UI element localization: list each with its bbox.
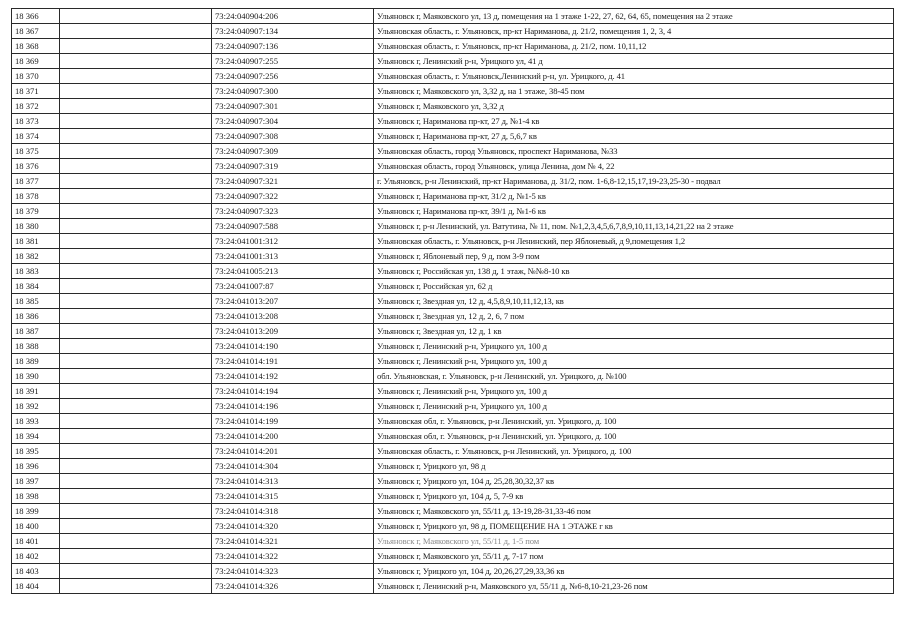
row-number-cell: 18 384 — [12, 279, 60, 294]
empty-cell — [60, 189, 212, 204]
table-row — [12, 279, 894, 294]
cadastral-number-cell: 73:24:040907:309 — [212, 144, 374, 159]
address-cell: Ульяновск г, Урицкого ул, 104 д, 25,28,30,32,37 кв — [374, 474, 894, 489]
table-row — [12, 264, 894, 279]
empty-cell — [60, 324, 212, 339]
table-row — [12, 549, 894, 564]
cadastral-number-cell: 73:24:041013:208 — [212, 309, 374, 324]
address-cell: Ульяновск г, Российская ул, 62 д — [374, 279, 894, 294]
row-number-cell: 18 387 — [12, 324, 60, 339]
address-cell: Ульяновск г, р-н Ленинский, ул. Ватутина, № 11, пом. №1,2,3,4,5,6,7,8,9,10,11,13,14,21,22 на 2 этаже — [374, 219, 894, 234]
cadastral-number-cell: 73:24:040907:321 — [212, 174, 374, 189]
row-number-cell: 18 369 — [12, 54, 60, 69]
address-cell: Ульяновская область, г. Ульяновск, пр-кт Нариманова, д. 21/2, помещения 1, 2, 3, 4 — [374, 24, 894, 39]
address-cell: Ульяновск г, Ленинский р-н, Урицкого ул, 100 д — [374, 384, 894, 399]
cadastral-number-cell: 73:24:041014:315 — [212, 489, 374, 504]
row-number-cell: 18 403 — [12, 564, 60, 579]
empty-cell — [60, 129, 212, 144]
cadastral-number-cell: 73:24:040907:322 — [212, 189, 374, 204]
empty-cell — [60, 399, 212, 414]
empty-cell — [60, 489, 212, 504]
property-registry-table — [11, 8, 894, 594]
cadastral-number-cell: 73:24:041013:207 — [212, 294, 374, 309]
address-cell: Ульяновск г, Ленинский р-н, Урицкого ул, 41 д — [374, 54, 894, 69]
table-row — [12, 39, 894, 54]
row-number-cell: 18 400 — [12, 519, 60, 534]
row-number-cell: 18 371 — [12, 84, 60, 99]
cadastral-number-cell: 73:24:040907:304 — [212, 114, 374, 129]
cadastral-number-cell: 73:24:041014:190 — [212, 339, 374, 354]
cadastral-number-cell: 73:24:040904:206 — [212, 9, 374, 24]
empty-cell — [60, 174, 212, 189]
address-cell: Ульяновская область, г. Ульяновск,Ленинский р-н, ул. Урицкого, д. 41 — [374, 69, 894, 84]
table-row — [12, 564, 894, 579]
address-cell: Ульяновская обл, г. Ульяновск, р-н Ленинский, ул. Урицкого, д. 100 — [374, 414, 894, 429]
row-number-cell: 18 393 — [12, 414, 60, 429]
table-row — [12, 174, 894, 189]
table-row — [12, 69, 894, 84]
row-number-cell: 18 375 — [12, 144, 60, 159]
address-cell: Ульяновск г, Нариманова пр-кт, 27 д, №1-4 кв — [374, 114, 894, 129]
empty-cell — [60, 54, 212, 69]
row-number-cell: 18 372 — [12, 99, 60, 114]
table-row — [12, 84, 894, 99]
row-number-cell: 18 376 — [12, 159, 60, 174]
address-cell: обл. Ульяновская, г. Ульяновск, р-н Ленинский, ул. Урицкого, д. №100 — [374, 369, 894, 384]
row-number-cell: 18 378 — [12, 189, 60, 204]
empty-cell — [60, 549, 212, 564]
row-number-cell: 18 399 — [12, 504, 60, 519]
address-cell: Ульяновск г, Нариманова пр-кт, 27 д, 5,6,7 кв — [374, 129, 894, 144]
cadastral-number-cell: 73:24:040907:323 — [212, 204, 374, 219]
row-number-cell: 18 394 — [12, 429, 60, 444]
empty-cell — [60, 39, 212, 54]
cadastral-number-cell: 73:24:041014:304 — [212, 459, 374, 474]
row-number-cell: 18 392 — [12, 399, 60, 414]
cadastral-number-cell: 73:24:041001:313 — [212, 249, 374, 264]
table-row — [12, 234, 894, 249]
address-cell: Ульяновск г, Маяковского ул, 3,32 д — [374, 99, 894, 114]
address-cell: Ульяновск г, Яблоневый пер, 9 д, пом 3-9 пом — [374, 249, 894, 264]
cadastral-number-cell: 73:24:041014:313 — [212, 474, 374, 489]
table-row — [12, 369, 894, 384]
table-row — [12, 489, 894, 504]
empty-cell — [60, 69, 212, 84]
cadastral-number-cell: 73:24:041014:196 — [212, 399, 374, 414]
registry-rows — [12, 9, 894, 594]
table-row — [12, 204, 894, 219]
cadastral-number-cell: 73:24:041007:87 — [212, 279, 374, 294]
address-cell: г. Ульяновск, р-н Ленинский, пр-кт Нариманова, д. 31/2, пом. 1-6,8-12,15,17,19-23,25-30 - подвал — [374, 174, 894, 189]
address-cell: Ульяновск г, Урицкого ул, 98 д — [374, 459, 894, 474]
cadastral-number-cell: 73:24:040907:301 — [212, 99, 374, 114]
address-cell: Ульяновск г, Урицкого ул, 104 д, 5, 7-9 кв — [374, 489, 894, 504]
row-number-cell: 18 382 — [12, 249, 60, 264]
row-number-cell: 18 404 — [12, 579, 60, 594]
address-cell: Ульяновск г, Урицкого ул, 104 д, 20,26,27,29,33,36 кв — [374, 564, 894, 579]
table-row — [12, 54, 894, 69]
cadastral-number-cell: 73:24:040907:134 — [212, 24, 374, 39]
cadastral-number-cell: 73:24:040907:308 — [212, 129, 374, 144]
empty-cell — [60, 504, 212, 519]
row-number-cell: 18 383 — [12, 264, 60, 279]
row-number-cell: 18 374 — [12, 129, 60, 144]
row-number-cell: 18 377 — [12, 174, 60, 189]
row-number-cell: 18 388 — [12, 339, 60, 354]
cadastral-number-cell: 73:24:041001:312 — [212, 234, 374, 249]
empty-cell — [60, 159, 212, 174]
table-row — [12, 474, 894, 489]
empty-cell — [60, 9, 212, 24]
address-cell: Ульяновская область, город Ульяновск, улица Ленина, дом № 4, 22 — [374, 159, 894, 174]
row-number-cell: 18 381 — [12, 234, 60, 249]
cadastral-number-cell: 73:24:041013:209 — [212, 324, 374, 339]
empty-cell — [60, 114, 212, 129]
table-row — [12, 399, 894, 414]
table-row — [12, 129, 894, 144]
row-number-cell: 18 380 — [12, 219, 60, 234]
address-cell: Ульяновская область, г. Ульяновск, р-н Ленинский, пер Яблоневый, д 9,помещения 1,2 — [374, 234, 894, 249]
cadastral-number-cell: 73:24:041014:200 — [212, 429, 374, 444]
table-row — [12, 189, 894, 204]
address-cell: Ульяновск г, Маяковского ул, 55/11 д, 1-5 пом — [374, 534, 894, 549]
address-cell: Ульяновск г, Нариманова пр-кт, 39/1 д, №1-6 кв — [374, 204, 894, 219]
row-number-cell: 18 397 — [12, 474, 60, 489]
table-row — [12, 114, 894, 129]
table-row — [12, 24, 894, 39]
cadastral-number-cell: 73:24:041014:194 — [212, 384, 374, 399]
cadastral-number-cell: 73:24:041005:213 — [212, 264, 374, 279]
empty-cell — [60, 534, 212, 549]
table-row — [12, 384, 894, 399]
address-cell: Ульяновск г, Звездная ул, 12 д, 1 кв — [374, 324, 894, 339]
address-cell: Ульяновск г, Ленинский р-н, Урицкого ул, 100 д — [374, 354, 894, 369]
table-row — [12, 294, 894, 309]
row-number-cell: 18 398 — [12, 489, 60, 504]
cadastral-number-cell: 73:24:041014:322 — [212, 549, 374, 564]
cadastral-number-cell: 73:24:040907:136 — [212, 39, 374, 54]
table-row — [12, 9, 894, 24]
cadastral-number-cell: 73:24:040907:319 — [212, 159, 374, 174]
empty-cell — [60, 84, 212, 99]
table-row — [12, 249, 894, 264]
address-cell: Ульяновск г, Ленинский р-н, Урицкого ул, 100 д — [374, 339, 894, 354]
table-row — [12, 309, 894, 324]
row-number-cell: 18 379 — [12, 204, 60, 219]
cadastral-number-cell: 73:24:041014:321 — [212, 534, 374, 549]
row-number-cell: 18 368 — [12, 39, 60, 54]
address-cell: Ульяновск г, Урицкого ул, 98 д, ПОМЕЩЕНИЕ НА 1 ЭТАЖЕ г кв — [374, 519, 894, 534]
row-number-cell: 18 395 — [12, 444, 60, 459]
cadastral-number-cell: 73:24:041014:199 — [212, 414, 374, 429]
empty-cell — [60, 474, 212, 489]
cadastral-number-cell: 73:24:040907:588 — [212, 219, 374, 234]
address-cell: Ульяновск г, Звездная ул, 12 д, 4,5,8,9,10,11,12,13, кв — [374, 294, 894, 309]
address-cell: Ульяновская обл, г. Ульяновск, р-н Ленинский, ул. Урицкого, д. 100 — [374, 429, 894, 444]
row-number-cell: 18 401 — [12, 534, 60, 549]
address-cell: Ульяновск г, Маяковского ул, 13 д, помещения на 1 этаже 1-22, 27, 62, 64, 65, помещения на 2 этаже — [374, 9, 894, 24]
cadastral-number-cell: 73:24:040907:255 — [212, 54, 374, 69]
cadastral-number-cell: 73:24:041014:318 — [212, 504, 374, 519]
empty-cell — [60, 219, 212, 234]
cadastral-number-cell: 73:24:041014:191 — [212, 354, 374, 369]
row-number-cell: 18 367 — [12, 24, 60, 39]
address-cell: Ульяновская область, г. Ульяновск, пр-кт Нариманова, д. 21/2, пом. 10,11,12 — [374, 39, 894, 54]
empty-cell — [60, 414, 212, 429]
address-cell: Ульяновск г, Российская ул, 138 д, 1 этаж, №№8-10 кв — [374, 264, 894, 279]
row-number-cell: 18 373 — [12, 114, 60, 129]
empty-cell — [60, 564, 212, 579]
empty-cell — [60, 144, 212, 159]
empty-cell — [60, 309, 212, 324]
cadastral-number-cell: 73:24:041014:323 — [212, 564, 374, 579]
row-number-cell: 18 402 — [12, 549, 60, 564]
table-row — [12, 444, 894, 459]
empty-cell — [60, 264, 212, 279]
address-cell: Ульяновск г, Маяковского ул, 55/11 д, 13-19,28-31,33-46 пом — [374, 504, 894, 519]
table-row — [12, 219, 894, 234]
table-row — [12, 534, 894, 549]
empty-cell — [60, 369, 212, 384]
empty-cell — [60, 354, 212, 369]
empty-cell — [60, 294, 212, 309]
table-row — [12, 159, 894, 174]
address-cell: Ульяновская область, город Ульяновск, проспект Нариманова, №33 — [374, 144, 894, 159]
empty-cell — [60, 249, 212, 264]
row-number-cell: 18 366 — [12, 9, 60, 24]
row-number-cell: 18 370 — [12, 69, 60, 84]
empty-cell — [60, 444, 212, 459]
row-number-cell: 18 386 — [12, 309, 60, 324]
address-cell: Ульяновск г, Звездная ул, 12 д, 2, 6, 7 пом — [374, 309, 894, 324]
table-row — [12, 459, 894, 474]
row-number-cell: 18 389 — [12, 354, 60, 369]
empty-cell — [60, 99, 212, 114]
table-row — [12, 579, 894, 594]
table-row — [12, 324, 894, 339]
address-cell: Ульяновск г, Маяковского ул, 3,32 д, на 1 этаже, 38-45 пом — [374, 84, 894, 99]
row-number-cell: 18 391 — [12, 384, 60, 399]
table-row — [12, 414, 894, 429]
empty-cell — [60, 24, 212, 39]
empty-cell — [60, 519, 212, 534]
empty-cell — [60, 339, 212, 354]
empty-cell — [60, 204, 212, 219]
address-cell: Ульяновск г, Ленинский р-н, Маяковского ул, 55/11 д, №6-8,10-21,23-26 пом — [374, 579, 894, 594]
address-cell: Ульяновск г, Маяковского ул, 55/11 д, 7-17 пом — [374, 549, 894, 564]
table-row — [12, 429, 894, 444]
cadastral-number-cell: 73:24:041014:192 — [212, 369, 374, 384]
table-row — [12, 519, 894, 534]
row-number-cell: 18 385 — [12, 294, 60, 309]
cadastral-number-cell: 73:24:040907:256 — [212, 69, 374, 84]
cadastral-number-cell: 73:24:041014:201 — [212, 444, 374, 459]
table-row — [12, 339, 894, 354]
cadastral-number-cell: 73:24:040907:300 — [212, 84, 374, 99]
table-row — [12, 144, 894, 159]
empty-cell — [60, 234, 212, 249]
table-row — [12, 354, 894, 369]
row-number-cell: 18 396 — [12, 459, 60, 474]
empty-cell — [60, 279, 212, 294]
empty-cell — [60, 459, 212, 474]
table-row — [12, 99, 894, 114]
cadastral-number-cell: 73:24:041014:320 — [212, 519, 374, 534]
address-cell: Ульяновск г, Нариманова пр-кт, 31/2 д, №1-5 кв — [374, 189, 894, 204]
cadastral-number-cell: 73:24:041014:326 — [212, 579, 374, 594]
empty-cell — [60, 384, 212, 399]
address-cell: Ульяновская область, г. Ульяновск, р-н Ленинский, ул. Урицкого, д. 100 — [374, 444, 894, 459]
row-number-cell: 18 390 — [12, 369, 60, 384]
empty-cell — [60, 579, 212, 594]
table-row — [12, 504, 894, 519]
address-cell: Ульяновск г, Ленинский р-н, Урицкого ул, 100 д — [374, 399, 894, 414]
empty-cell — [60, 429, 212, 444]
